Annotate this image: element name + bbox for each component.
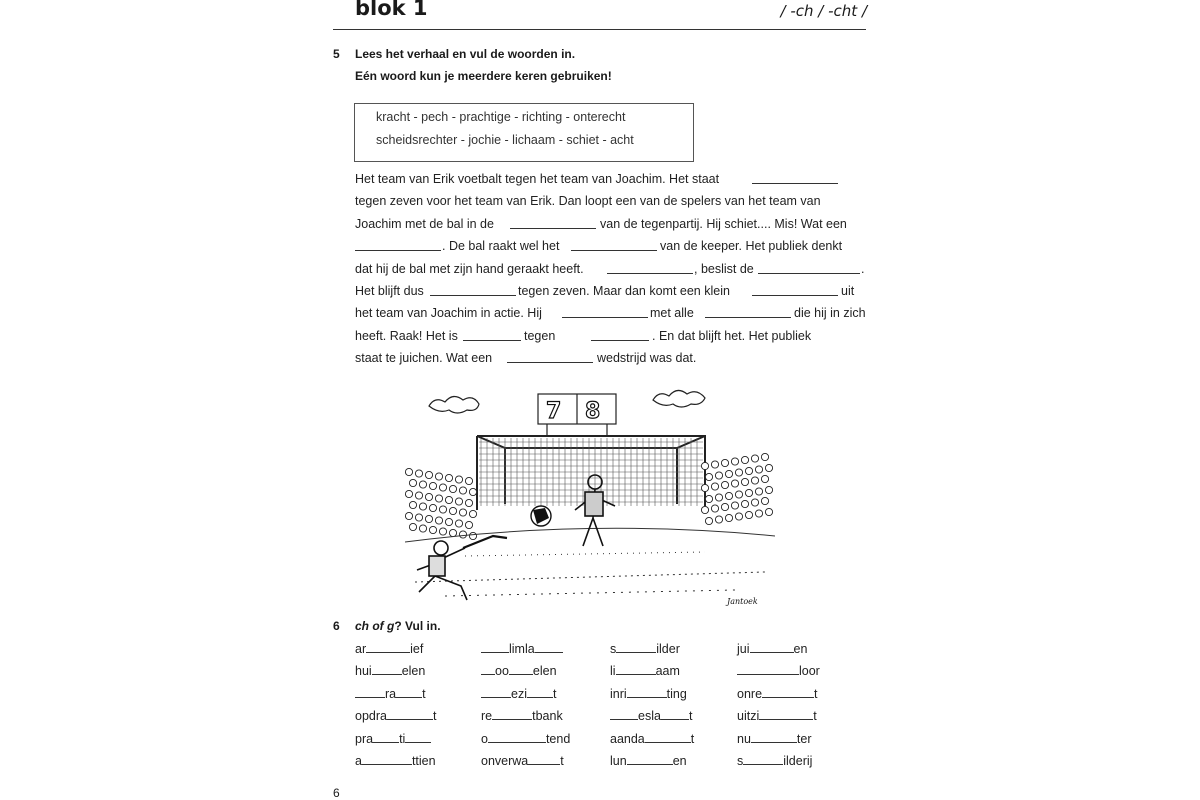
story-line: [355, 262, 870, 284]
story-line: [355, 217, 870, 239]
story-text-segment: heeft. Raak! Het is: [355, 328, 458, 343]
score-right: 8: [585, 399, 601, 424]
word-fragment: onverwa: [481, 754, 529, 768]
story-text-segment: . De bal raakt wel het: [442, 239, 560, 254]
word-fragment: t: [690, 731, 695, 746]
spectator-head: [465, 521, 472, 528]
artist-signature: Jantoek: [727, 597, 758, 606]
word-fragment: a: [355, 754, 362, 768]
exercise-5-instruction-1: Lees het verhaal en vul de woorden in.: [355, 47, 576, 61]
word-fragment: ting: [666, 686, 687, 701]
spectator-head: [415, 470, 422, 477]
word-fragment: t: [560, 754, 564, 768]
spectator-head: [419, 503, 426, 510]
word-fill-item: [737, 663, 820, 678]
word-fragment: hui: [355, 664, 372, 679]
story-line: [355, 284, 870, 306]
spectator-head: [425, 471, 432, 478]
spectator-head: [455, 498, 462, 505]
letter-blank[interactable]: [481, 641, 509, 653]
spectator-head: [741, 500, 748, 507]
spectator-head: [435, 495, 442, 502]
spectator-head: [701, 484, 708, 491]
spectator-head: [751, 477, 758, 484]
cloud-right: [653, 390, 705, 407]
word-fragment: pra: [355, 731, 374, 746]
story-text-segment: Joachim met de bal in de: [355, 216, 494, 231]
word-fragment: esla: [638, 709, 661, 724]
spectator-head: [725, 514, 732, 521]
spectator-head: [409, 479, 416, 486]
spectator-head: [735, 513, 742, 520]
spectator-head: [469, 488, 476, 495]
spectator-head: [425, 515, 432, 522]
story-text-segment: tegen: [524, 328, 556, 343]
story-blank[interactable]: [562, 306, 648, 318]
word-fill-item: [610, 686, 687, 701]
word-fragment: aanda: [610, 731, 645, 746]
spectator-head: [435, 517, 442, 524]
story-text-segment: staat te juichen. Wat een: [355, 351, 493, 366]
word-fill-item: [610, 753, 687, 768]
letter-blank[interactable]: [645, 731, 691, 743]
word-fragment: ar: [355, 642, 367, 656]
spectator-head: [405, 512, 412, 519]
story-text-segment: .: [861, 261, 865, 276]
word-fragment: limla: [509, 642, 535, 656]
spectator-head: [725, 470, 732, 477]
word-fragment: ttien: [411, 754, 436, 768]
spectator-head: [731, 480, 738, 487]
spectator-head: [765, 486, 772, 493]
word-fragment: uitzi: [737, 709, 760, 724]
spectator-head: [415, 514, 422, 521]
exercise-6-instruction: [355, 619, 441, 633]
word-fill-item: [355, 641, 423, 656]
letter-blank[interactable]: [661, 708, 689, 720]
spectator-head: [419, 481, 426, 488]
story-blank[interactable]: [430, 284, 516, 296]
story-blank[interactable]: [355, 239, 441, 251]
word-fragment: t: [814, 686, 818, 701]
spectator-head: [459, 531, 466, 538]
word-fragment: s: [610, 642, 617, 656]
word-fragment: jui: [737, 642, 750, 656]
spectator-head: [711, 483, 718, 490]
spectator-head: [445, 518, 452, 525]
word-fill-item: [355, 708, 436, 723]
spectator-head: [701, 462, 708, 469]
word-fragment: ter: [796, 731, 812, 746]
page-number: 6: [333, 786, 340, 800]
spectator-head: [711, 505, 718, 512]
letter-blank[interactable]: [751, 731, 797, 743]
exercise-6-instruction-italic: ch of g: [355, 619, 395, 633]
story-blank[interactable]: [463, 329, 521, 341]
striker-figure: [417, 536, 507, 600]
spectator-head: [741, 456, 748, 463]
word-fragment: re: [481, 709, 493, 724]
spectator-head: [751, 499, 758, 506]
story-text-segment: tegen zeven. Maar dan komt een klein: [518, 284, 730, 298]
letter-blank[interactable]: [627, 686, 667, 698]
football: [531, 506, 551, 526]
letter-blank[interactable]: [362, 753, 412, 765]
word-fragment: elen: [532, 664, 557, 679]
spectator-head: [445, 496, 452, 503]
story-text-segment: . En dat blijft het. Het publiek: [652, 328, 812, 343]
spectator-head: [745, 511, 752, 518]
spectator-head: [725, 492, 732, 499]
word-bank-line: kracht - pech - prachtige - richting - onterecht: [376, 110, 626, 124]
word-fill-item: [610, 641, 680, 656]
block-title: blok 1: [355, 0, 428, 20]
spectator-head: [449, 529, 456, 536]
score-left: 7: [546, 399, 562, 424]
spectator-head: [755, 510, 762, 517]
exercise-5-instruction-2: Eén woord kun je meerdere keren gebruiken!: [355, 69, 612, 83]
spectator-head: [429, 482, 436, 489]
word-fragment: ilderij: [783, 754, 813, 768]
spectator-head: [701, 506, 708, 513]
word-fill-item: [355, 731, 431, 746]
word-fragment: aam: [655, 664, 680, 679]
spectator-head: [705, 495, 712, 502]
word-fill-item: [737, 753, 812, 768]
word-fill-item: [610, 708, 692, 723]
spectator-head: [425, 493, 432, 500]
word-fragment: tend: [545, 731, 571, 746]
word-fragment: t: [422, 686, 426, 701]
letter-blank[interactable]: [509, 663, 533, 675]
story-blank[interactable]: [507, 351, 593, 363]
word-bank-line: scheidsrechter - jochie - lichaam - schiet - acht: [376, 133, 634, 147]
letter-blank[interactable]: [762, 686, 814, 698]
letter-blank[interactable]: [743, 753, 783, 765]
spectator-head: [465, 477, 472, 484]
story-text-segment: tegen zeven voor het team van Erik. Dan loopt een van de spelers van het team van: [355, 194, 821, 209]
word-fill-item: [481, 708, 563, 723]
story-text-segment: die hij in zich: [794, 306, 866, 321]
story-blank[interactable]: [591, 329, 649, 341]
spectator-head: [705, 473, 712, 480]
letter-blank[interactable]: [372, 663, 402, 675]
letter-blank[interactable]: [616, 641, 656, 653]
football-illustration: [405, 386, 775, 610]
story-blank[interactable]: [607, 262, 693, 274]
spectator-head: [715, 494, 722, 501]
exercise-5-number: 5: [333, 47, 340, 61]
word-fragment: oo: [495, 664, 509, 679]
spectator-head: [755, 466, 762, 473]
word-fill-item: [737, 731, 812, 746]
spectator-head: [761, 453, 768, 460]
word-fill-item: [481, 686, 556, 701]
spectator-head: [409, 523, 416, 530]
spectator-head: [761, 497, 768, 504]
word-fill-item: [355, 753, 436, 768]
story-text-segment: met alle: [650, 306, 694, 321]
crowd-left: [405, 468, 476, 539]
letter-blank[interactable]: [492, 708, 532, 720]
letter-blank[interactable]: [488, 731, 546, 743]
letter-blank[interactable]: [750, 641, 794, 653]
spelling-topic: / -ch / -cht /: [780, 2, 867, 20]
spectator-head: [735, 491, 742, 498]
spectator-head: [755, 488, 762, 495]
spectator-head: [735, 469, 742, 476]
spectator-head: [761, 475, 768, 482]
spectator-head: [721, 481, 728, 488]
spectator-head: [715, 472, 722, 479]
spectator-head: [459, 509, 466, 516]
story-text-segment: van de keeper. Het publiek denkt: [660, 239, 843, 254]
word-fill-item: [481, 663, 557, 678]
word-fill-item: [737, 708, 817, 723]
word-fill-item: [355, 663, 425, 678]
story-text-segment: Het blijft dus: [355, 284, 424, 298]
spectator-head: [459, 487, 466, 494]
word-fragment: ezi: [511, 686, 527, 701]
word-fragment: t: [432, 709, 437, 724]
word-fill-item: [481, 641, 563, 656]
story-text-segment: uit: [841, 284, 855, 298]
spectator-head: [721, 503, 728, 510]
letter-blank[interactable]: [627, 753, 673, 765]
word-fragment: opdra: [355, 709, 387, 724]
spectator-head: [405, 468, 412, 475]
word-fragment: s: [737, 754, 744, 768]
exercise-6-number: 6: [333, 619, 340, 633]
word-fragment: inri: [610, 686, 627, 701]
spectator-head: [715, 516, 722, 523]
letter-blank[interactable]: [737, 663, 799, 675]
word-fill-item: [481, 753, 564, 768]
letter-blank[interactable]: [759, 708, 813, 720]
spectator-head: [721, 459, 728, 466]
word-fragment: en: [672, 754, 687, 768]
letter-blank[interactable]: [373, 731, 399, 743]
spectator-head: [419, 525, 426, 532]
letter-blank[interactable]: [387, 708, 433, 720]
spectator-head: [745, 489, 752, 496]
letter-blank[interactable]: [481, 663, 495, 675]
story-blank[interactable]: [510, 217, 596, 229]
spectator-head: [745, 467, 752, 474]
spectator-head: [449, 485, 456, 492]
story-blank[interactable]: [571, 239, 657, 251]
cloud-left: [429, 396, 479, 413]
story-line: [355, 194, 870, 216]
spectator-head: [429, 504, 436, 511]
exercise-6-instruction-rest: ? Vul in.: [394, 619, 441, 633]
spectator-head: [465, 499, 472, 506]
letter-blank[interactable]: [616, 663, 656, 675]
spectator-head: [711, 461, 718, 468]
spectator-head: [405, 490, 412, 497]
word-fragment: li: [610, 664, 616, 679]
header-rule: [333, 29, 866, 30]
word-fill-item: [610, 731, 694, 746]
story-line: [355, 306, 870, 328]
story-line: [355, 239, 870, 261]
word-fragment: t: [688, 709, 693, 724]
spectator-head: [765, 508, 772, 515]
word-bank: [354, 103, 694, 162]
word-fragment: ra: [385, 686, 397, 701]
word-fragment: ilder: [656, 642, 680, 656]
spectator-head: [435, 473, 442, 480]
spectator-head: [731, 458, 738, 465]
story-text-segment: van de tegenpartij. Hij schiet.... Mis! Wat een: [600, 216, 847, 231]
spectator-head: [449, 507, 456, 514]
spectator-head: [415, 492, 422, 499]
spectator-head: [455, 520, 462, 527]
spectator-head: [439, 506, 446, 513]
word-fragment: lun: [610, 754, 627, 768]
letter-blank[interactable]: [527, 686, 553, 698]
word-fill-item: [610, 663, 680, 678]
spectator-head: [741, 478, 748, 485]
word-fill-item: [737, 641, 807, 656]
spectator-head: [765, 464, 772, 471]
spectator-head: [439, 484, 446, 491]
spectator-head: [455, 476, 462, 483]
spectator-head: [751, 455, 758, 462]
story-text-segment: het team van Joachim in actie. Hij: [355, 306, 542, 321]
word-fill-item: [481, 731, 570, 746]
story-blank[interactable]: [752, 172, 838, 184]
story-text-segment: wedstrijd was dat.: [597, 351, 697, 366]
word-fragment: elen: [401, 664, 426, 679]
word-fill-item: [737, 686, 818, 701]
letter-blank[interactable]: [610, 708, 638, 720]
crowd-right: [701, 453, 772, 524]
spectator-head: [731, 502, 738, 509]
story-blank[interactable]: [705, 306, 791, 318]
letter-blank[interactable]: [366, 641, 410, 653]
word-fragment: nu: [737, 731, 751, 746]
story-blank[interactable]: [752, 284, 838, 296]
spectator-head: [439, 528, 446, 535]
story-text-segment: dat hij de bal met zijn hand geraakt heeft.: [355, 261, 584, 276]
story-text-segment: Het team van Erik voetbalt tegen het team van Joachim. Het staat: [355, 172, 720, 186]
story-line: [355, 329, 870, 351]
letter-blank[interactable]: [355, 686, 385, 698]
letter-blank[interactable]: [528, 753, 560, 765]
word-fragment: t: [552, 686, 557, 701]
word-fragment: en: [793, 642, 808, 656]
pitch-texture: [415, 572, 765, 582]
letter-blank[interactable]: [535, 641, 563, 653]
word-fragment: onre: [737, 686, 763, 701]
word-fragment: o: [481, 731, 488, 746]
story-line: [355, 172, 870, 194]
story-text-segment: , beslist de: [694, 261, 754, 276]
story-blank[interactable]: [758, 262, 860, 274]
spectator-head: [409, 501, 416, 508]
word-fragment: t: [813, 709, 817, 724]
word-fragment: tbank: [532, 709, 563, 724]
letter-blank[interactable]: [396, 686, 422, 698]
letter-blank[interactable]: [481, 686, 511, 698]
word-fill-item: [355, 686, 426, 701]
story-line: [355, 351, 870, 373]
word-fragment: ief: [410, 642, 424, 656]
spectator-head: [429, 526, 436, 533]
spectator-head: [469, 510, 476, 517]
letter-blank[interactable]: [405, 731, 431, 743]
word-fragment: ti: [399, 731, 406, 746]
word-fragment: loor: [799, 664, 820, 679]
spectator-head: [705, 517, 712, 524]
spectator-head: [445, 474, 452, 481]
spectator-head: [469, 532, 476, 539]
